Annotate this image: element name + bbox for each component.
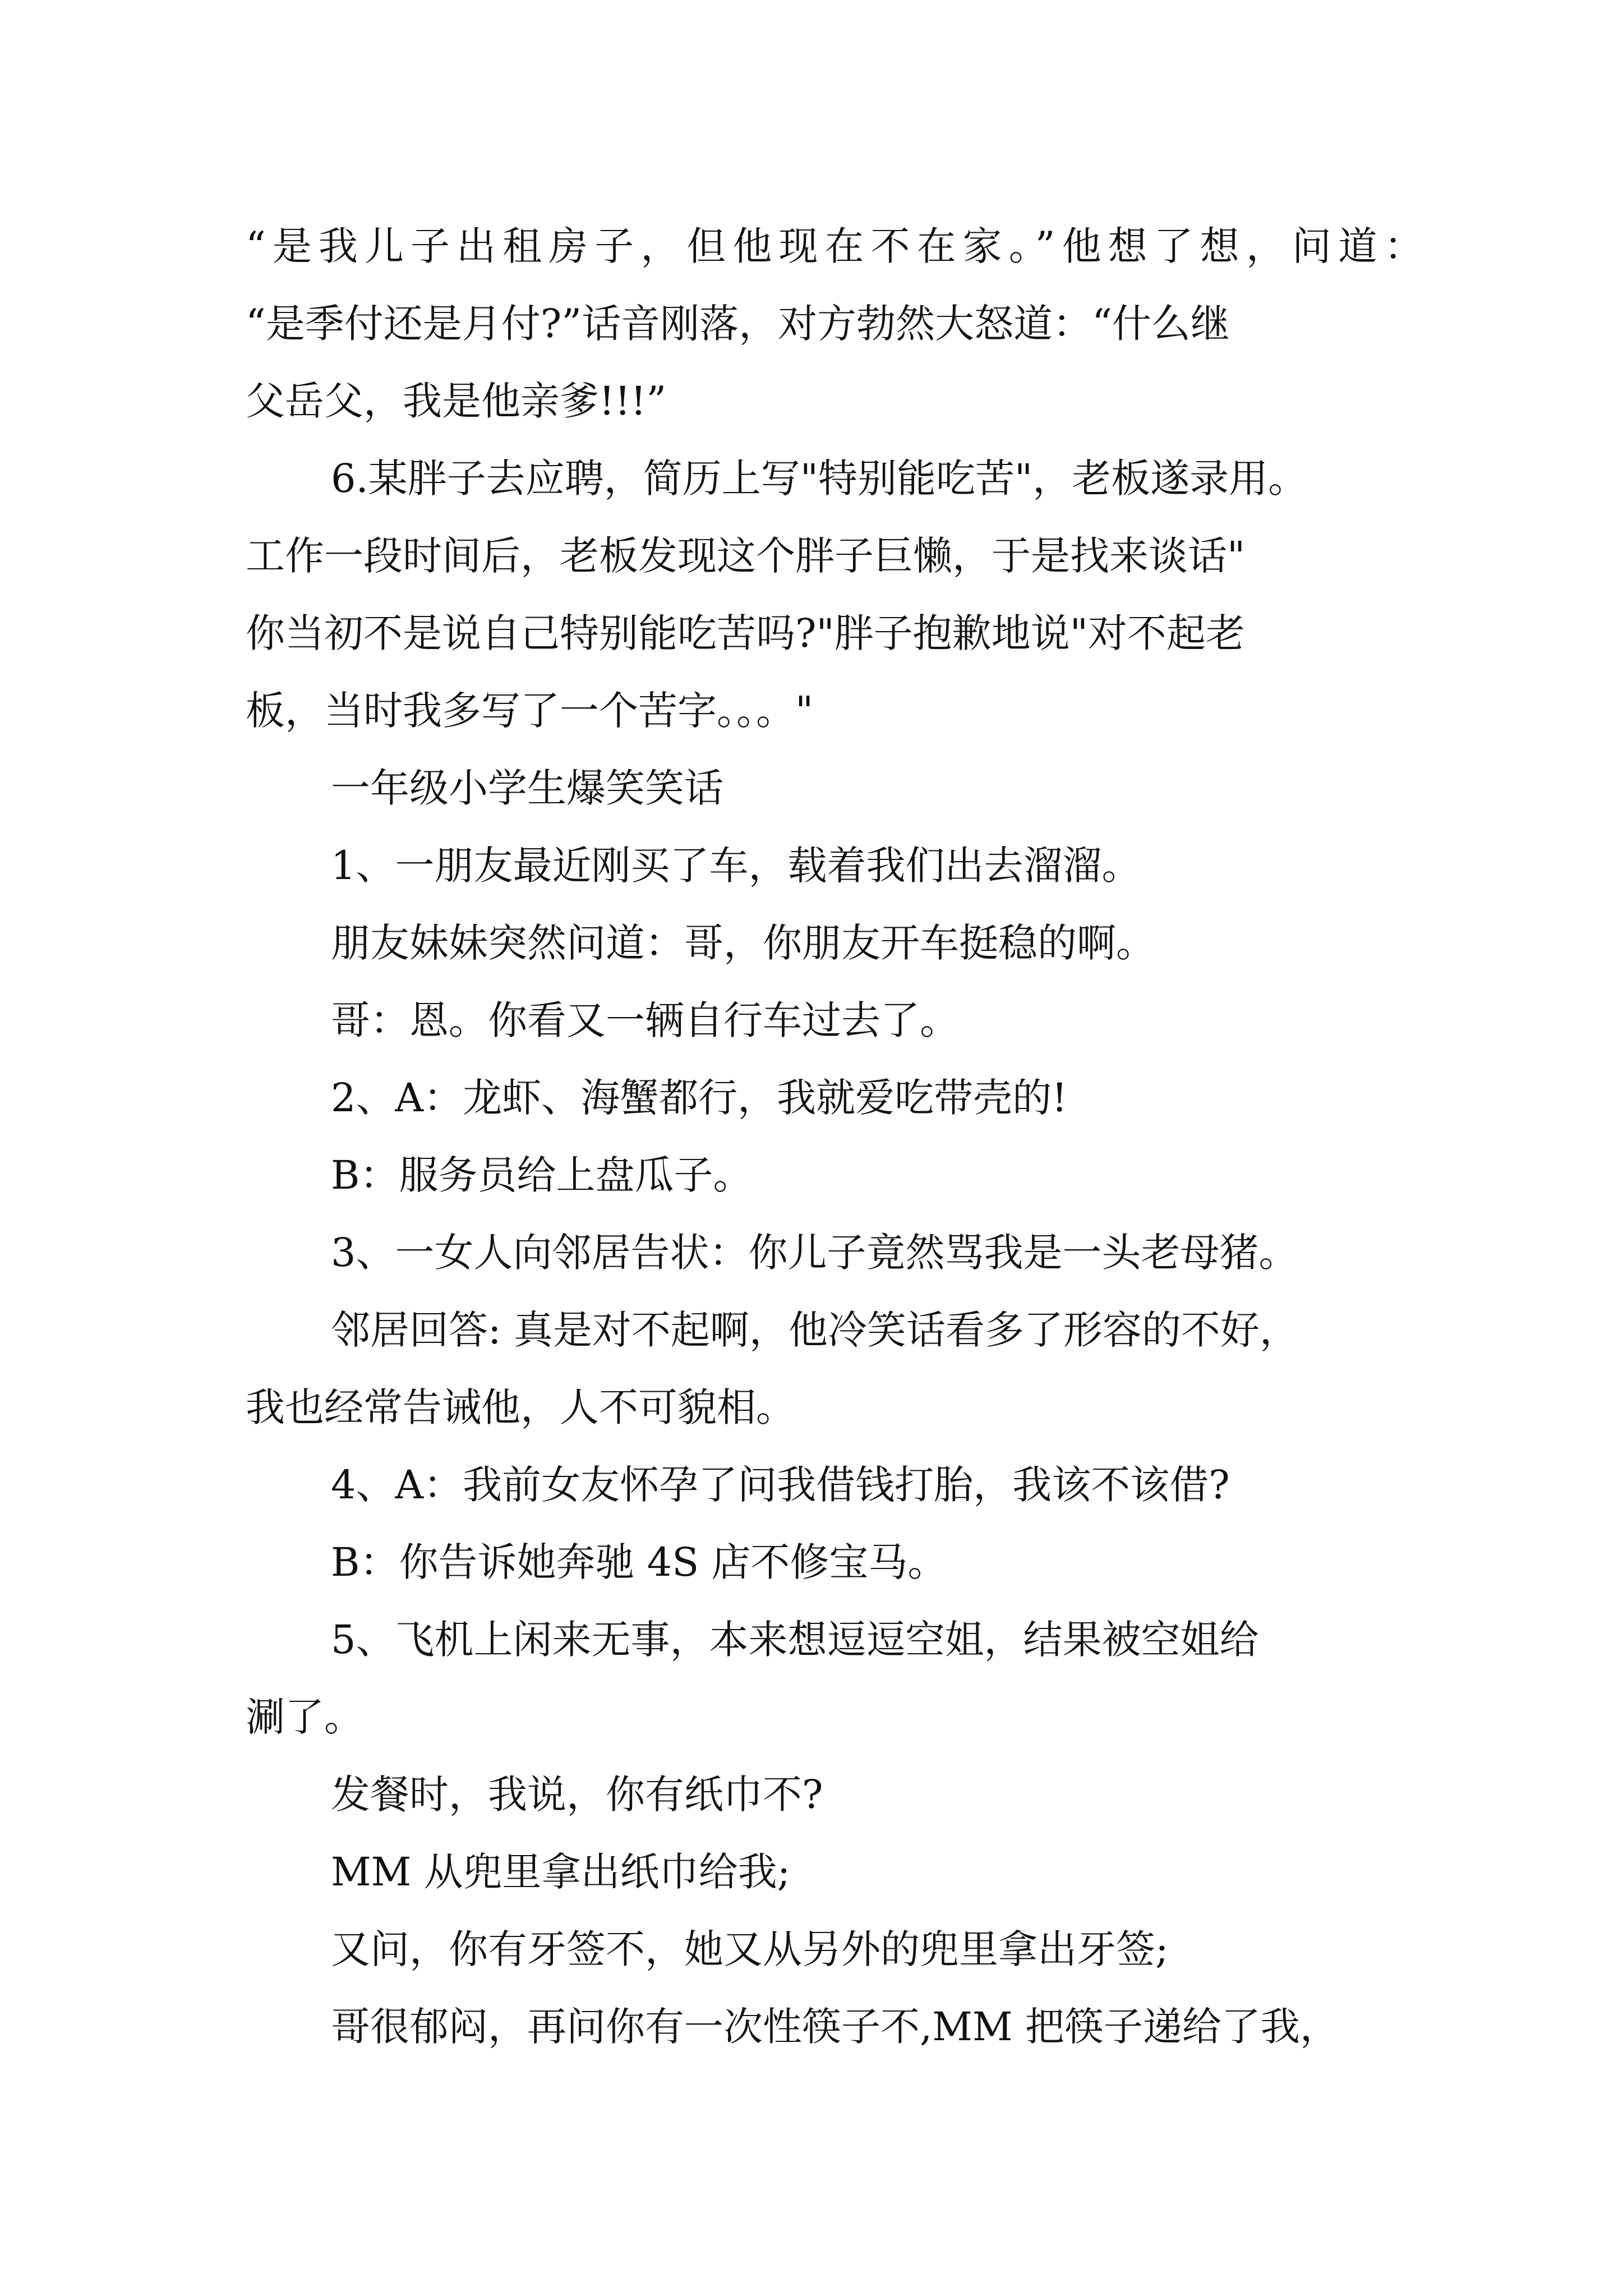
- text-line: 4、A：我前女友怀孕了问我借钱打胎，我该不该借?: [331, 1462, 1230, 1508]
- text-line: “是季付还是月付?”话音刚落，对方勃然大怒道：“什么继: [246, 301, 1230, 347]
- section-heading: 一年级小学生爆笑笑话: [331, 765, 723, 811]
- text-line: 5、飞机上闲来无事，本来想逗逗空姐，结果被空姐给: [331, 1617, 1259, 1663]
- text-line: 我也经常告诫他，人不可貌相。: [246, 1384, 795, 1430]
- text-line: 朋友妹妹突然问道：哥，你朋友开车挺稳的啊。: [331, 920, 1155, 966]
- text-line: 你当初不是说自己特别能吃苦吗?"胖子抱歉地说"对不起老: [246, 610, 1245, 656]
- text-line: 6.某胖子去应聘，简历上写"特别能吃苦"，老板遂录用。: [331, 455, 1308, 501]
- text-line: 邻居回答: 真是对不起啊，他冷笑话看多了形容的不好，: [331, 1307, 1299, 1353]
- document-body: [246, 208, 1423, 2065]
- text-line: 1、一朋友最近刚买了车，载着我们出去溜溜。: [331, 843, 1141, 889]
- text-line: 又问，你有牙签不，她又从另外的兜里拿出牙签;: [331, 1926, 1169, 1972]
- text-line: 板，当时我多写了一个苦字。。。": [246, 688, 814, 734]
- text-line: 哥：恩。你看又一辆自行车过去了。: [331, 997, 959, 1043]
- text-line: 涮了。: [246, 1694, 363, 1740]
- text-line: 3、一女人向邻居告状：你儿子竟然骂我是一头老母猪。: [331, 1230, 1298, 1276]
- text-line: 工作一段时间后，老板发现这个胖子巨懒，于是找来谈话": [246, 533, 1246, 579]
- text-line: 2、A：龙虾、海蟹都行，我就爱吃带壳的!: [331, 1075, 1068, 1121]
- text-line: 哥很郁闷，再问你有一次性筷子不,MM 把筷子递给了我，: [331, 2004, 1339, 2050]
- text-line: 发餐时，我说，你有纸巾不?: [331, 1772, 823, 1818]
- text-line: B：你告诉她奔驰 4S 店不修宝马。: [331, 1539, 947, 1585]
- text-line: “是我儿子出租房子，但他现在不在家。”他想了想，问道：: [246, 223, 1423, 269]
- text-line: 父岳父，我是他亲爹!!!”: [246, 378, 667, 424]
- text-line: B：服务员给上盘瓜子。: [331, 1152, 753, 1198]
- text-line: MM 从兜里拿出纸巾给我;: [331, 1849, 791, 1895]
